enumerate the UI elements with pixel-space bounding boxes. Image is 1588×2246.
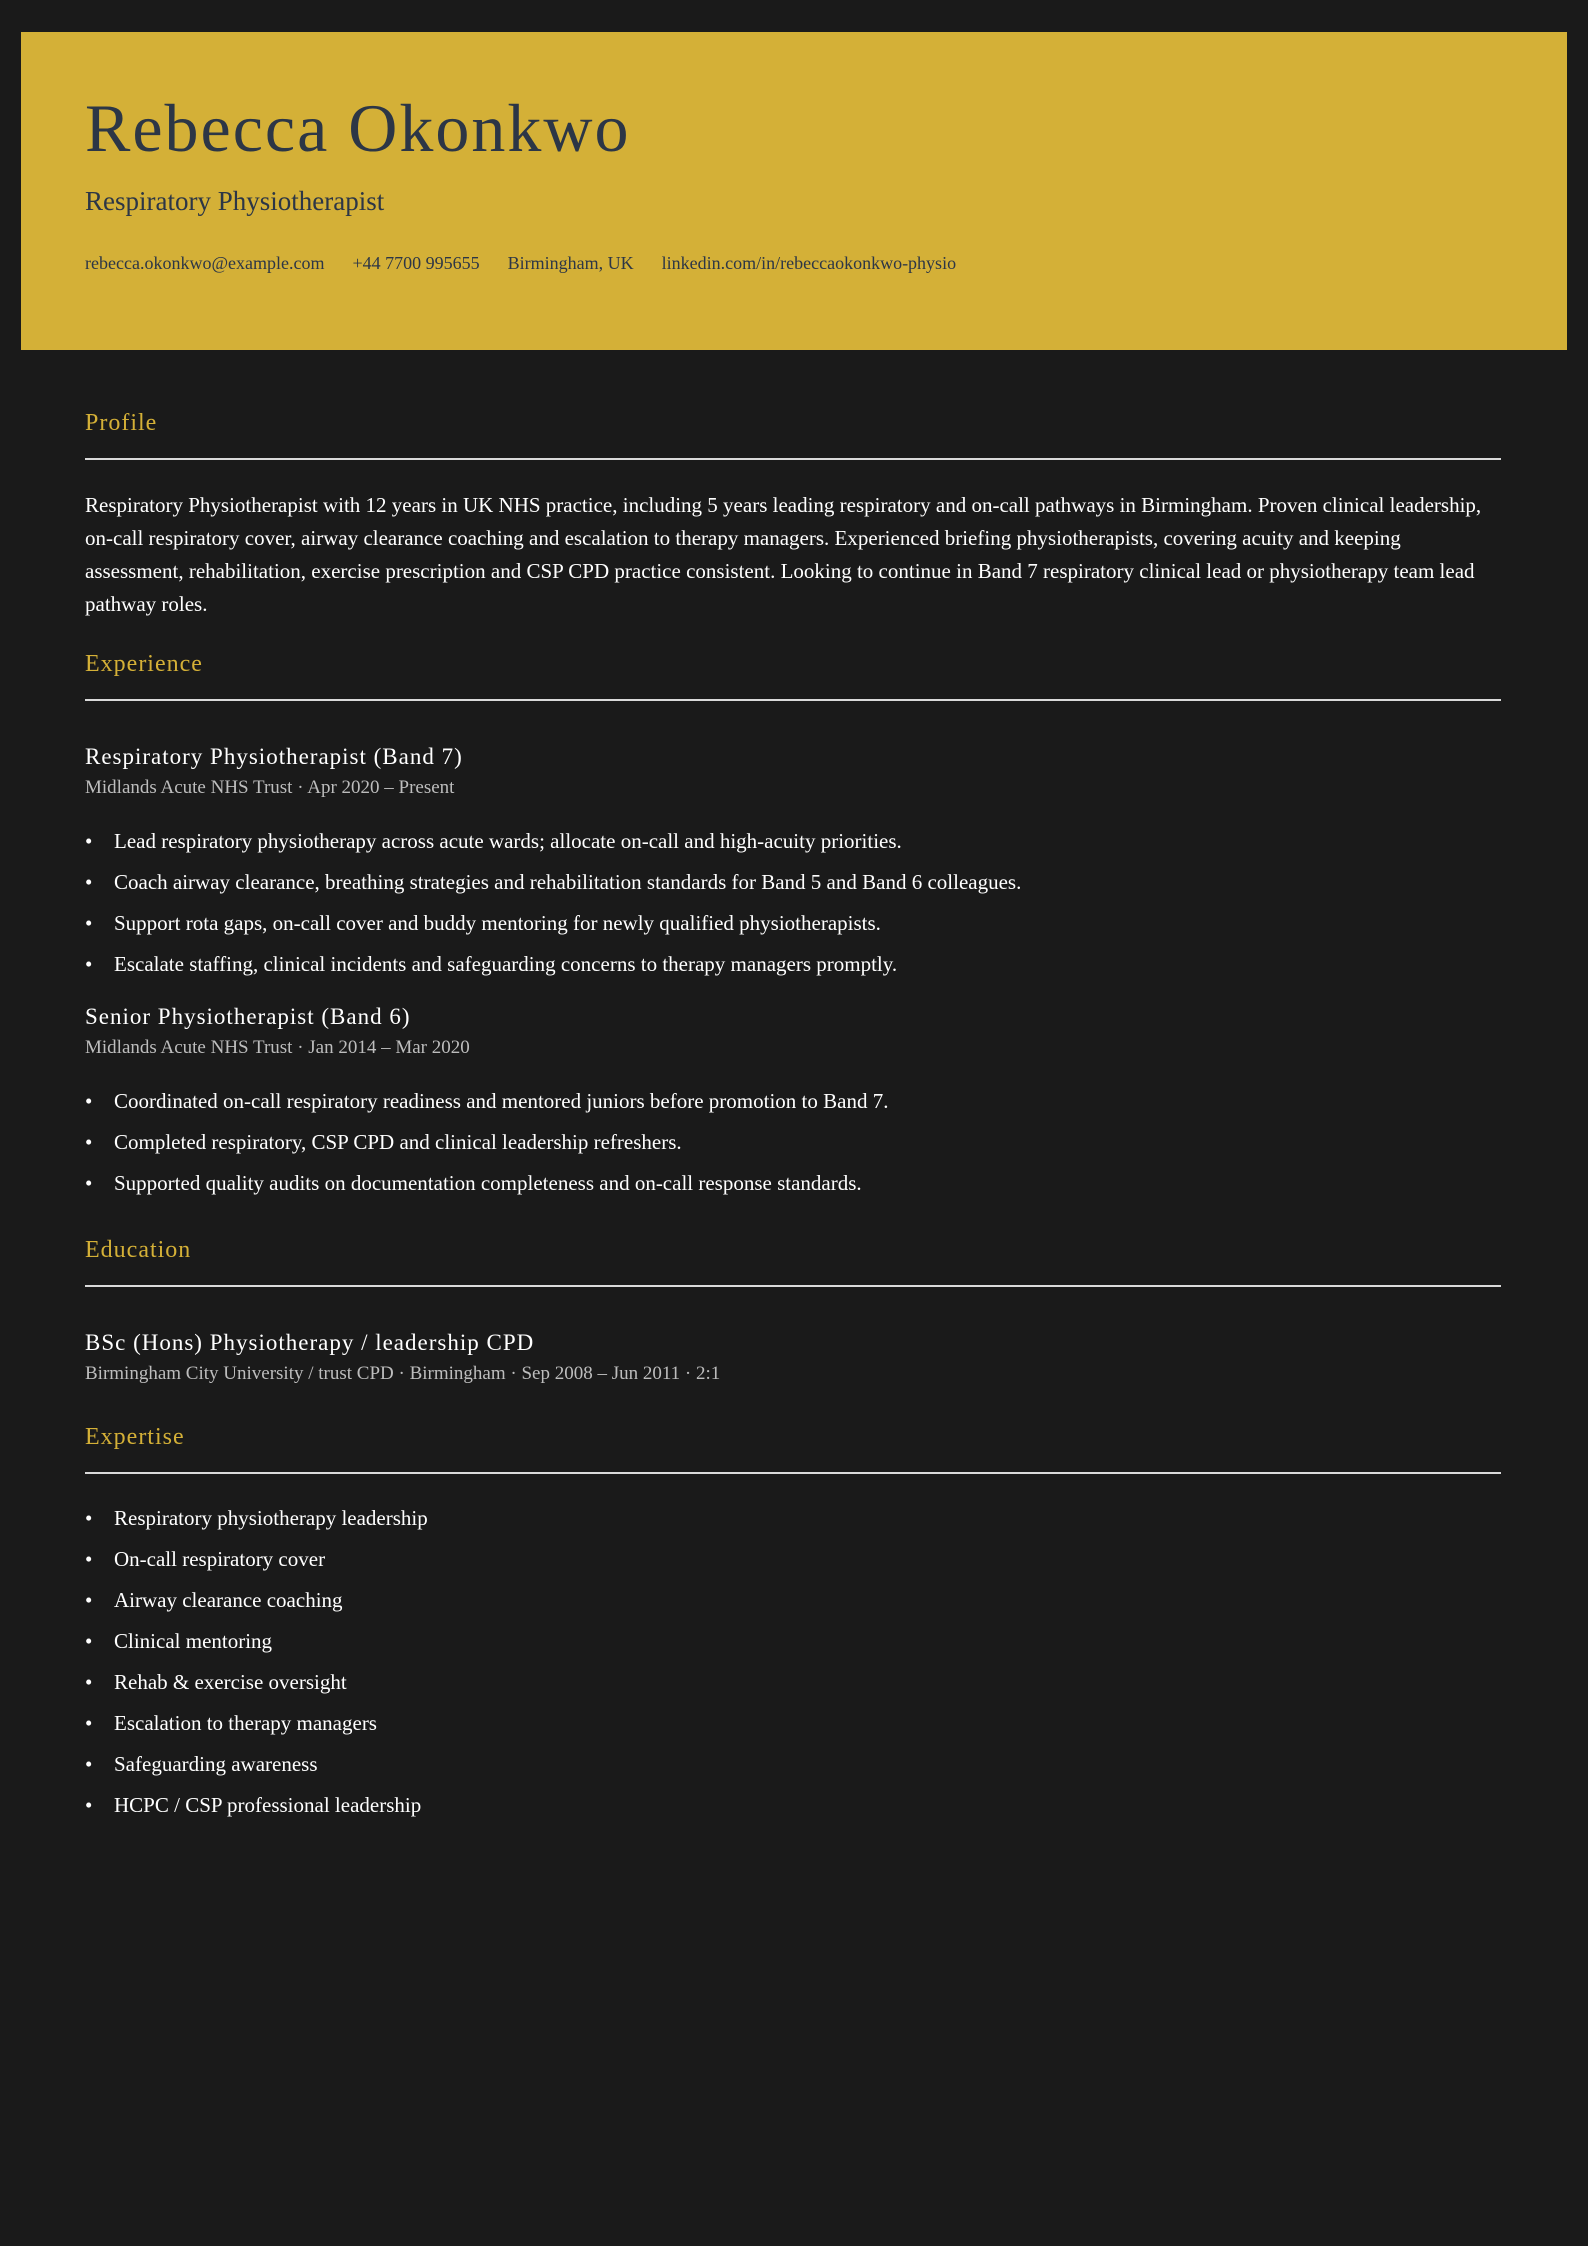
degree-title: BSc (Hons) Physiotherapy / leadership CPD	[85, 1330, 535, 1355]
contact-phone[interactable]: +44 7700 995655	[352, 253, 480, 273]
job-bullet: • Escalate staffing, clinical incidents and safeguarding concerns to therapy managers promptly.	[85, 944, 1501, 985]
expertise-section	[85, 1383, 1501, 1826]
job-bullet: • Completed respiratory, CSP CPD and clinical leadership refreshers.	[85, 1122, 1501, 1163]
section-title-expertise: Expertise	[85, 1424, 185, 1450]
contact-linkedin[interactable]: linkedin.com/in/rebeccaokonkwo-physio	[661, 253, 957, 273]
expertise-item: • Safeguarding awareness	[85, 1744, 1501, 1785]
expertise-item: • Respiratory physiotherapy leadership	[85, 1498, 1501, 1539]
job-meta: Midlands Acute NHS Trust · Apr 2020 – Present	[85, 777, 455, 798]
section-title-profile: Profile	[85, 410, 158, 436]
education-meta: Birmingham City University / trust CPD · Birmingham · Sep 2008 – Jun 2011 · 2:1	[85, 1363, 721, 1384]
section-divider	[85, 1285, 1501, 1287]
profile-section	[85, 350, 1501, 621]
job-bullet: • Coordinated on-call respiratory readiness and mentored juniors before promotion to Band 7.	[85, 1081, 1501, 1122]
expertise-item: • HCPC / CSP professional leadership	[85, 1785, 1501, 1826]
job-title: Senior Physiotherapist (Band 6)	[85, 1004, 411, 1029]
education-entry	[85, 1331, 1501, 1383]
contact-email[interactable]: rebecca.okonkwo@example.com	[85, 253, 325, 273]
section-title-education: Education	[85, 1237, 192, 1263]
job-bullets	[85, 821, 1501, 985]
resume-header	[21, 32, 1567, 350]
expertise-item: • Rehab & exercise oversight	[85, 1662, 1501, 1703]
job-bullet: • Lead respiratory physiotherapy across acute wards; allocate on-call and high-acuity priorities.	[85, 821, 1501, 862]
candidate-role: Respiratory Physiotherapist	[85, 186, 385, 216]
experience-section	[85, 621, 1501, 1204]
profile-text: Respiratory Physiotherapist with 12 years in UK NHS practice, including 5 years leading respiratory and on-call pathways in Birmingham. Proven clinical leadership, on-call respiratory cover, airway clearance coaching and escalation to therapy managers. Experienced briefing physiotherapists, covering acuity and keeping assessment, rehabilitation, exercise prescription and CSP CPD practice consistent. Looking to continue in Band 7 respiratory clinical lead or physiotherapy team lead pathway roles.	[85, 493, 1482, 616]
section-divider	[85, 699, 1501, 701]
expertise-item: • Escalation to therapy managers	[85, 1703, 1501, 1744]
expertise-item: • On-call respiratory cover	[85, 1539, 1501, 1580]
resume-body	[85, 350, 1501, 1826]
expertise-list	[85, 1498, 1501, 1826]
job-entry	[85, 745, 1501, 985]
job-entry	[85, 1005, 1501, 1204]
contact-location: Birmingham, UK	[507, 253, 634, 273]
section-title-experience: Experience	[85, 651, 203, 677]
expertise-item: • Airway clearance coaching	[85, 1580, 1501, 1621]
education-section	[85, 1204, 1501, 1383]
contact-list	[85, 254, 956, 272]
section-divider	[85, 1472, 1501, 1474]
expertise-item: • Clinical mentoring	[85, 1621, 1501, 1662]
candidate-name: Rebecca Okonkwo	[85, 90, 631, 166]
job-bullet: • Supported quality audits on documentation completeness and on-call response standards.	[85, 1163, 1501, 1204]
job-title: Respiratory Physiotherapist (Band 7)	[85, 744, 463, 769]
job-meta: Midlands Acute NHS Trust · Jan 2014 – Mar 2020	[85, 1037, 470, 1058]
job-bullet: • Support rota gaps, on-call cover and buddy mentoring for newly qualified physiotherapists.	[85, 903, 1501, 944]
section-divider	[85, 458, 1501, 460]
job-bullet: • Coach airway clearance, breathing strategies and rehabilitation standards for Band 5 and Band 6 colleagues.	[85, 862, 1501, 903]
job-bullets	[85, 1081, 1501, 1204]
